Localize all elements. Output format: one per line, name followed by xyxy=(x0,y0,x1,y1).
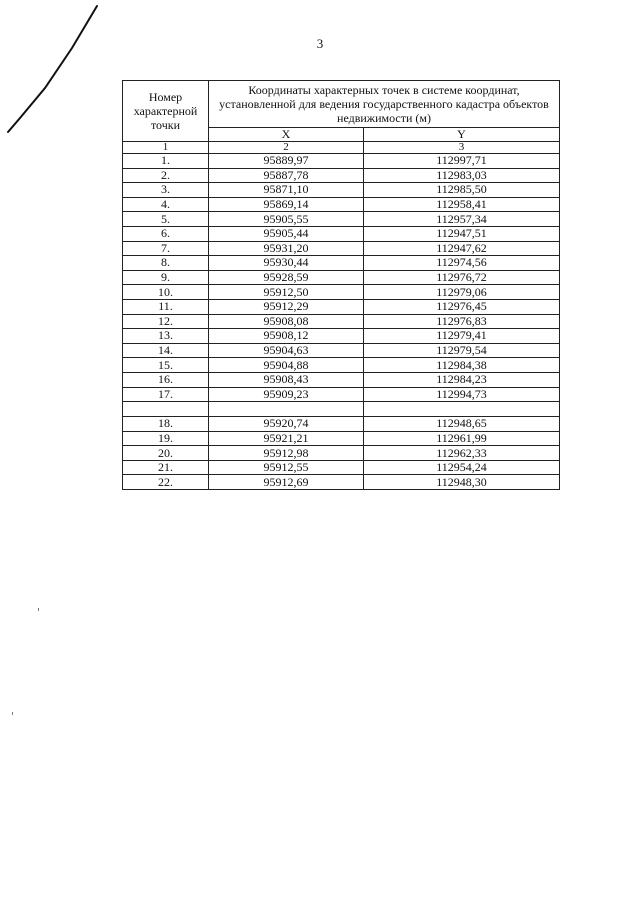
y-coordinate-cell: 112976,72 xyxy=(364,270,560,285)
table-row xyxy=(123,358,560,373)
x-coordinate-cell: 95909,23 xyxy=(209,387,364,402)
y-coordinate-cell: 112997,71 xyxy=(364,154,560,169)
table-row xyxy=(123,212,560,227)
column-number-1: 1 xyxy=(123,142,209,154)
table-row xyxy=(123,197,560,212)
gap-cell xyxy=(364,402,560,417)
gap-cell xyxy=(209,402,364,417)
y-coordinate-cell: 112961,99 xyxy=(364,431,560,446)
table-row xyxy=(123,329,560,344)
point-number-cell: 20. xyxy=(123,446,209,461)
table-row xyxy=(123,475,560,490)
y-coordinate-cell: 112948,65 xyxy=(364,417,560,432)
gap-cell xyxy=(123,402,209,417)
x-coordinate-cell: 95871,10 xyxy=(209,183,364,198)
table-row xyxy=(123,343,560,358)
point-number-cell: 14. xyxy=(123,343,209,358)
x-coordinate-cell: 95908,43 xyxy=(209,372,364,387)
table-row xyxy=(123,226,560,241)
table-row xyxy=(123,168,560,183)
gap-row xyxy=(123,402,560,417)
scan-speck xyxy=(38,608,39,611)
point-number-cell: 18. xyxy=(123,417,209,432)
table-row xyxy=(123,299,560,314)
point-number-cell: 1. xyxy=(123,154,209,169)
point-number-header: Номер характерной точки xyxy=(123,81,209,142)
y-coordinate-cell: 112994,73 xyxy=(364,387,560,402)
pen-stroke-mark xyxy=(0,0,120,140)
x-coordinate-cell: 95905,55 xyxy=(209,212,364,227)
coordinates-table xyxy=(122,80,560,490)
table-row xyxy=(123,285,560,300)
y-coordinate-cell: 112979,06 xyxy=(364,285,560,300)
y-coordinate-cell: 112984,23 xyxy=(364,372,560,387)
table-row xyxy=(123,241,560,256)
point-number-cell: 3. xyxy=(123,183,209,198)
y-coordinate-cell: 112974,56 xyxy=(364,256,560,271)
point-number-cell: 21. xyxy=(123,460,209,475)
table-row xyxy=(123,372,560,387)
x-coordinate-cell: 95869,14 xyxy=(209,197,364,212)
point-number-cell: 12. xyxy=(123,314,209,329)
point-number-cell: 5. xyxy=(123,212,209,227)
x-coordinate-cell: 95905,44 xyxy=(209,226,364,241)
y-coordinate-cell: 112976,83 xyxy=(364,314,560,329)
table-row xyxy=(123,431,560,446)
table-row xyxy=(123,446,560,461)
point-number-cell: 22. xyxy=(123,475,209,490)
table-row xyxy=(123,417,560,432)
y-coordinate-cell: 112984,38 xyxy=(364,358,560,373)
x-coordinate-cell: 95904,63 xyxy=(209,343,364,358)
table-body-group-1 xyxy=(123,154,560,402)
table-row xyxy=(123,183,560,198)
point-number-cell: 11. xyxy=(123,299,209,314)
point-number-cell: 16. xyxy=(123,372,209,387)
point-number-cell: 8. xyxy=(123,256,209,271)
table-row xyxy=(123,460,560,475)
point-number-cell: 17. xyxy=(123,387,209,402)
column-number-2: 2 xyxy=(209,142,364,154)
point-number-cell: 7. xyxy=(123,241,209,256)
coordinate-system-header: Координаты характерных точек в системе координат, установленной для ведения государственного кадастра объектов недвижимости (м) xyxy=(209,81,560,128)
point-number-cell: 6. xyxy=(123,226,209,241)
table-body-group-2 xyxy=(123,417,560,490)
table-row xyxy=(123,314,560,329)
x-coordinate-cell: 95928,59 xyxy=(209,270,364,285)
point-number-cell: 9. xyxy=(123,270,209,285)
y-coordinate-cell: 112976,45 xyxy=(364,299,560,314)
y-coordinate-cell: 112948,30 xyxy=(364,475,560,490)
point-number-cell: 15. xyxy=(123,358,209,373)
page-number: 3 xyxy=(316,36,324,51)
table-row xyxy=(123,270,560,285)
x-coordinate-cell: 95921,21 xyxy=(209,431,364,446)
x-coordinate-cell: 95887,78 xyxy=(209,168,364,183)
point-number-cell: 2. xyxy=(123,168,209,183)
table-row xyxy=(123,256,560,271)
y-coordinate-cell: 112957,34 xyxy=(364,212,560,227)
point-number-cell: 13. xyxy=(123,329,209,344)
x-coordinate-cell: 95912,69 xyxy=(209,475,364,490)
y-coordinate-cell: 112954,24 xyxy=(364,460,560,475)
scan-speck xyxy=(12,712,13,715)
table-gap xyxy=(123,402,560,417)
table-row xyxy=(123,154,560,169)
column-number-3: 3 xyxy=(364,142,560,154)
x-coordinate-cell: 95912,55 xyxy=(209,460,364,475)
x-coordinate-cell: 95912,29 xyxy=(209,299,364,314)
point-number-cell: 19. xyxy=(123,431,209,446)
x-coordinate-cell: 95930,44 xyxy=(209,256,364,271)
x-coordinate-cell: 95920,74 xyxy=(209,417,364,432)
y-coordinate-cell: 112947,62 xyxy=(364,241,560,256)
y-header: Y xyxy=(364,127,560,141)
y-coordinate-cell: 112983,03 xyxy=(364,168,560,183)
x-coordinate-cell: 95912,50 xyxy=(209,285,364,300)
y-coordinate-cell: 112985,50 xyxy=(364,183,560,198)
x-coordinate-cell: 95904,88 xyxy=(209,358,364,373)
y-coordinate-cell: 112979,54 xyxy=(364,343,560,358)
y-coordinate-cell: 112962,33 xyxy=(364,446,560,461)
x-coordinate-cell: 95889,97 xyxy=(209,154,364,169)
x-header: X xyxy=(209,127,364,141)
y-coordinate-cell: 112979,41 xyxy=(364,329,560,344)
point-number-cell: 4. xyxy=(123,197,209,212)
x-coordinate-cell: 95931,20 xyxy=(209,241,364,256)
x-coordinate-cell: 95908,08 xyxy=(209,314,364,329)
point-number-cell: 10. xyxy=(123,285,209,300)
x-coordinate-cell: 95908,12 xyxy=(209,329,364,344)
table-row xyxy=(123,387,560,402)
y-coordinate-cell: 112947,51 xyxy=(364,226,560,241)
x-coordinate-cell: 95912,98 xyxy=(209,446,364,461)
y-coordinate-cell: 112958,41 xyxy=(364,197,560,212)
